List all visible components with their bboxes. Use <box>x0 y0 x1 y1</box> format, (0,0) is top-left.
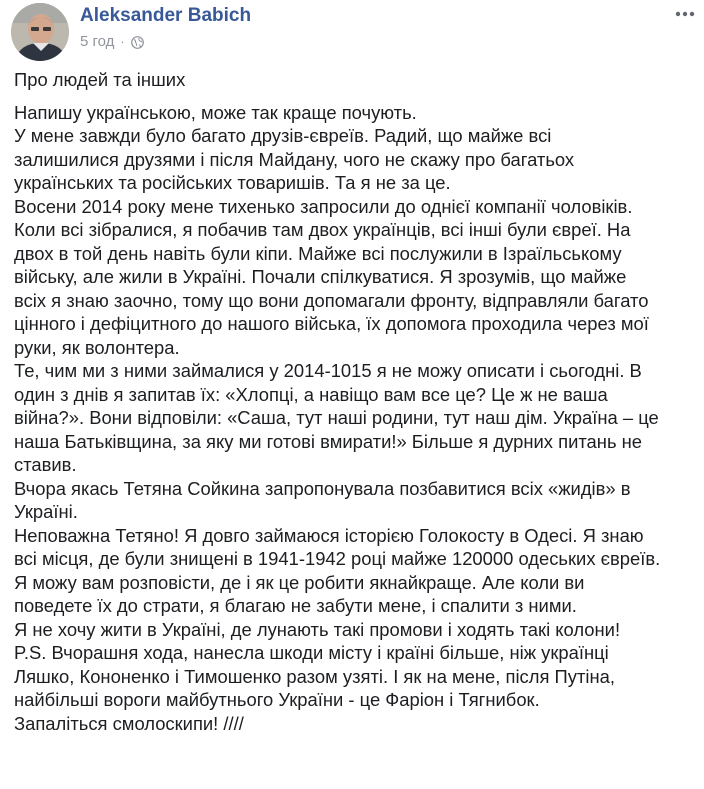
post-line: руки, як волонтера. <box>14 336 180 358</box>
post-line: Коли всі зібралися, я побачив там двох українців, всі інші були євреї. На <box>14 219 631 240</box>
post-subline <box>80 33 251 51</box>
post-timestamp[interactable]: 5 год <box>80 33 115 50</box>
post-line: всі місця, де були знищені в 1941-1942 році майже 120000 одеських євреїв. <box>14 548 661 569</box>
globe-icon[interactable] <box>131 36 144 49</box>
post-title: Про людей та інших <box>14 69 186 90</box>
post-line: Запаліться смолоскипи! //// <box>14 712 244 734</box>
post-line: Неповажна Тетяно! Я довго займаюся історією Голокосту в Одесі. Я знаю <box>14 524 644 546</box>
post-line: наша Батьківщина, за яку ми готові вмирати!» Більше я дурних питань не <box>14 430 643 452</box>
meta-separator: · <box>120 34 125 49</box>
post-line: Україні. <box>14 501 78 522</box>
post-meta <box>80 5 251 51</box>
post-line: Те, чим ми з ними займалися у 2014-1015 я не можу описати і сьогодні. В <box>14 360 642 381</box>
post-line: У мене завжди було багато друзів-євреїв. Радий, що майже всі <box>14 125 552 146</box>
avatar-photo <box>11 3 69 61</box>
post-line: Ляшко, Кононенко і Тимошенко разом узяті. І як на мене, після Путіна, <box>14 665 615 687</box>
post-line: найбільші вороги майбутнього України - це Фаріон і Тягнибок. <box>14 689 540 710</box>
post-line: ставив. <box>14 454 77 475</box>
post-line: українських та російських товаришів. Та я не за це. <box>14 172 451 193</box>
post-line: двох в той день навіть були кіпи. Майже всі послужили в Ізраїльському <box>14 242 622 264</box>
post-line: війна?». Вони відповіли: «Саша, тут наші родини, тут наш дім. Україна – це <box>14 407 659 428</box>
post-line: Вчора якась Тетяна Сойкина запропонувала позбавитися всіх «жидів» в <box>14 477 631 499</box>
author-avatar[interactable] <box>11 3 69 61</box>
post-line: Я можу вам розповісти, де і як це робити якнайкраще. Але коли ви <box>14 571 585 593</box>
more-horizontal-icon[interactable] <box>673 6 697 22</box>
post-line: залишилися друзями і після Майдану, чого не скажу про багатьох <box>14 148 575 170</box>
post-line: поведете їх до страти, я благаю не забути мене, і спалити з ними. <box>14 595 577 616</box>
post-line: Напишу українською, може так краще почують. <box>14 101 417 123</box>
post-line: Восени 2014 року мене тихенько запросили до однієї компанії чоловіків. <box>14 195 633 217</box>
post-line: війську, але жили в Україні. Почали спілкуватися. Я зрозумів, що майже <box>14 266 627 287</box>
post-line: один з днів я запитав їх: «Хлопці, а навіщо вам все це? Це ж не ваша <box>14 383 608 405</box>
post-line: цінного і дефіцитного до нашого війська, їх допомога проходила через мої <box>14 313 649 334</box>
post-header <box>11 0 701 62</box>
author-name[interactable]: Aleksander Babich <box>80 5 252 26</box>
post-line: всіх я знаю заочно, тому що вони допомагали фронту, відправляли багато <box>14 289 649 311</box>
post-body <box>14 68 704 735</box>
post-line: Я не хочу жити в Україні, де лунають такі промови і ходять такі колони! <box>14 618 621 640</box>
post-line: P.S. Вчорашня хода, нанесла шкоди місту і країні більше, ніж українці <box>14 642 609 663</box>
